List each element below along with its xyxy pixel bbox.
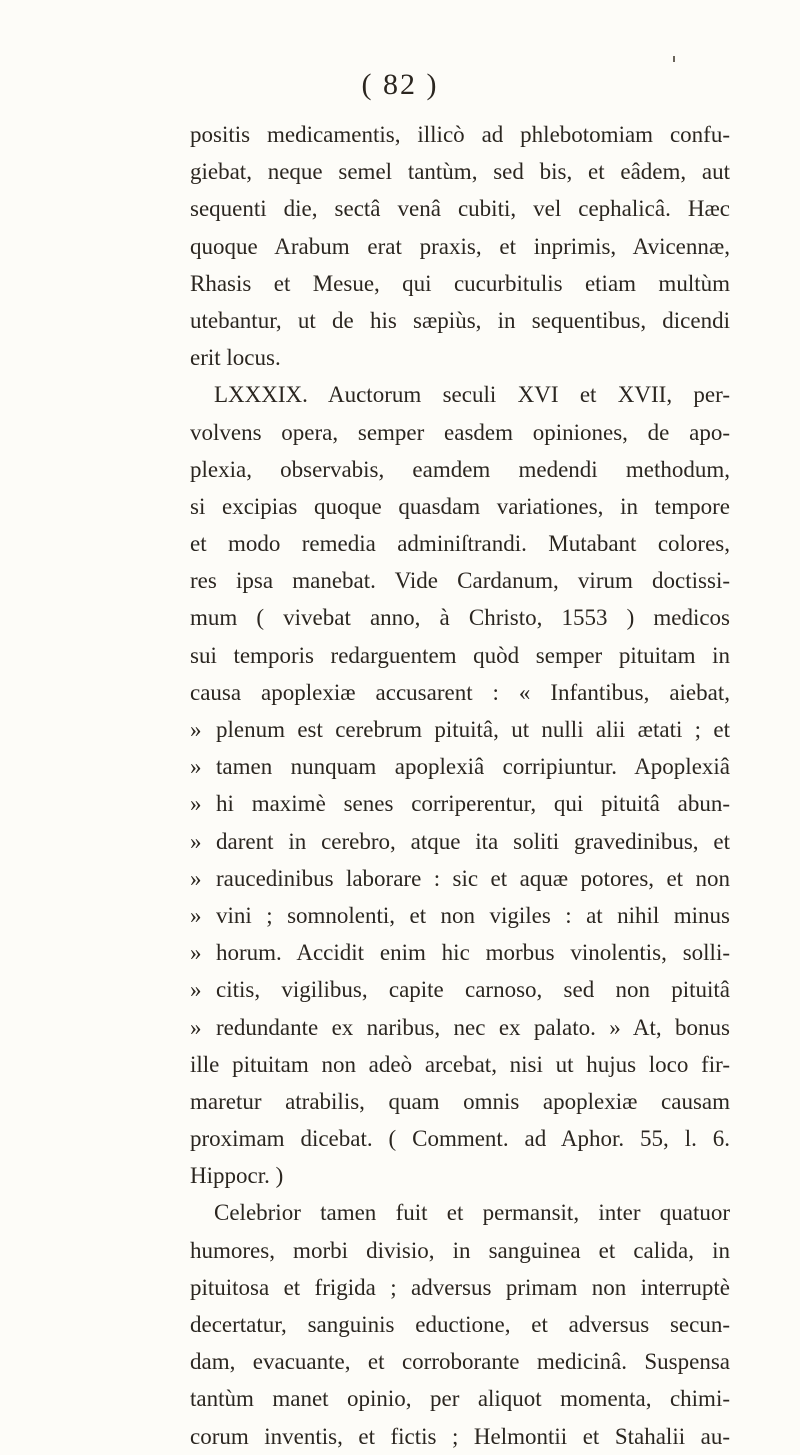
body-text bbox=[190, 116, 730, 1455]
line-text: erit locus. bbox=[190, 345, 281, 371]
line-text: volvens opera, semper easdem opiniones, de apo- bbox=[190, 419, 730, 445]
line-text: Rhasis et Mesue, qui cucurbitulis etiam multùm bbox=[190, 270, 730, 296]
line-text: sequenti die, sectâ venâ cubiti, vel cephalicâ. Hæc bbox=[190, 196, 730, 222]
line-text: utebantur, ut de his sæpiùs, in sequentibus, dicendi bbox=[190, 307, 730, 333]
line-text: proximam dicebat. ( Comment. ad Aphor. 55, l. 6. bbox=[190, 1126, 730, 1152]
text-line bbox=[190, 1380, 730, 1417]
line-text: quoque Arabum erat praxis, et inprimis, Avicennæ, bbox=[190, 233, 730, 259]
text-line bbox=[190, 897, 730, 934]
line-text: ille pituitam non adeò arcebat, nisi ut hujus loco fir- bbox=[190, 1051, 730, 1077]
quotation-mark: » bbox=[190, 865, 202, 891]
line-text: humores, morbi divisio, in sanguinea et calida, in bbox=[190, 1237, 730, 1263]
line-text: positis medicamentis, illicò ad phlebotomiam confu- bbox=[190, 122, 730, 147]
text-line bbox=[190, 1418, 730, 1455]
line-text: et modo remedia adminiſtrandi. Mutabant colores, bbox=[190, 531, 730, 557]
line-text: sui temporis redarguentem quòd semper pituitam in bbox=[190, 642, 730, 668]
text-line bbox=[190, 376, 730, 413]
text-line bbox=[190, 414, 730, 451]
line-text: redundante ex naribus, nec ex palato. » At, bonus bbox=[216, 1014, 730, 1040]
text-line bbox=[190, 228, 730, 265]
line-text: causa apoplexiæ accusarent : « Infantibus, aiebat, bbox=[190, 679, 730, 705]
quotation-mark: » bbox=[190, 902, 202, 928]
text-line bbox=[190, 1046, 730, 1083]
line-text: decertatur, sanguinis eductione, et adversus secun- bbox=[190, 1312, 730, 1337]
text-line bbox=[190, 971, 730, 1008]
quotation-mark: » bbox=[190, 977, 202, 1003]
text-line bbox=[190, 1194, 730, 1231]
text-line bbox=[190, 711, 730, 748]
text-line bbox=[190, 525, 730, 562]
line-text: plexia, observabis, eamdem medendi methodum, bbox=[190, 456, 730, 482]
quotation-mark: » bbox=[190, 717, 202, 742]
quotation-mark: » bbox=[190, 828, 202, 854]
line-text: maretur atrabilis, quam omnis apoplexiæ causam bbox=[190, 1088, 730, 1114]
line-text: tantùm manet opinio, per aliquot momenta, chimi- bbox=[190, 1386, 730, 1412]
line-text: vini ; somnolenti, et non vigiles : at nihil minus bbox=[216, 902, 730, 928]
line-text: raucedinibus laborare : sic et aquæ potores, et non bbox=[216, 865, 730, 891]
text-line bbox=[190, 748, 730, 785]
line-text: giebat, neque semel tantùm, sed bis, et eâdem, aut bbox=[190, 159, 730, 185]
quotation-mark: » bbox=[190, 754, 202, 780]
text-line bbox=[190, 265, 730, 302]
text-line bbox=[190, 860, 730, 897]
line-text: si excipias quoque quasdam variationes, in tempore bbox=[190, 493, 730, 519]
text-line bbox=[190, 451, 730, 488]
quotation-mark: » bbox=[190, 940, 202, 966]
text-line bbox=[190, 1083, 730, 1120]
text-line bbox=[190, 637, 730, 674]
line-text: hi maximè senes corriperentur, qui pituitâ abun- bbox=[216, 791, 730, 817]
text-line bbox=[190, 1343, 730, 1380]
line-text: darent in cerebro, atque ita soliti gravedinibus, et bbox=[216, 828, 730, 854]
text-line bbox=[190, 116, 730, 153]
text-line bbox=[190, 1269, 730, 1306]
line-text: dam, evacuante, et corroborante medicinâ. Suspensa bbox=[190, 1349, 730, 1375]
text-line bbox=[190, 934, 730, 971]
text-line bbox=[190, 488, 730, 525]
line-text: pituitosa et frigida ; adversus primam non interruptè bbox=[190, 1274, 730, 1300]
line-text: Celebrior tamen fuit et permansit, inter quatuor bbox=[214, 1200, 730, 1226]
text-line bbox=[190, 1306, 730, 1343]
text-line bbox=[190, 599, 730, 636]
text-line bbox=[190, 785, 730, 822]
text-line bbox=[190, 1157, 730, 1194]
line-text: mum ( vivebat anno, à Christo, 1553 ) medicos bbox=[190, 605, 730, 631]
line-text: horum. Accidit enim hic morbus vinolentis, solli- bbox=[216, 940, 730, 966]
line-text: Hippocr. ) bbox=[190, 1163, 284, 1189]
text-line bbox=[190, 153, 730, 190]
text-line bbox=[190, 1120, 730, 1157]
quotation-mark: » bbox=[190, 791, 202, 817]
text-line bbox=[190, 562, 730, 599]
line-text: LXXXIX. Auctorum seculi XVI et XVII, per- bbox=[214, 382, 730, 408]
ink-mark bbox=[673, 56, 675, 62]
text-line bbox=[190, 190, 730, 227]
quotation-mark: » bbox=[190, 1014, 202, 1040]
text-line bbox=[190, 674, 730, 711]
line-text: corum inventis, et fictis ; Helmontii et Stahalii au- bbox=[190, 1423, 730, 1449]
text-line bbox=[190, 823, 730, 860]
text-line bbox=[190, 339, 730, 376]
text-line bbox=[190, 1009, 730, 1046]
line-text: tamen nunquam apoplexiâ corripiuntur. Apoplexiâ bbox=[216, 754, 730, 780]
text-line bbox=[190, 302, 730, 339]
line-text: res ipsa manebat. Vide Cardanum, virum doctissi- bbox=[190, 568, 730, 594]
text-line bbox=[190, 1232, 730, 1269]
line-text: plenum est cerebrum pituitâ, ut nulli alii ætati ; et bbox=[216, 717, 730, 742]
page-number: ( 82 ) bbox=[361, 68, 439, 101]
line-text: citis, vigilibus, capite carnoso, sed non pituitâ bbox=[216, 977, 730, 1003]
